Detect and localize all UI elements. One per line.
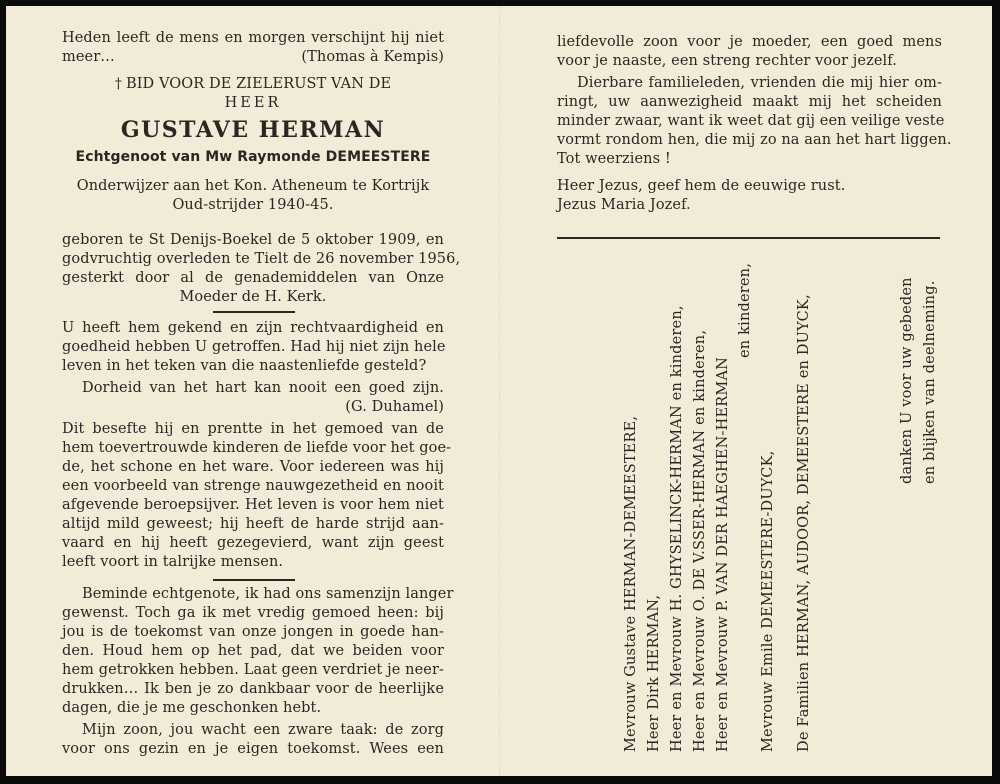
veteran-status: Oud-strijder 1940-45. [172, 197, 334, 213]
paragraph-line: U heeft hem gekend en zijn rechtvaardigheid en [62, 320, 444, 336]
paragraph-line: hem toevertrouwde kinderen de liefde voor het goe- [62, 440, 452, 456]
paragraph-line: vormt rondom hen, die mij zo na aan het hart liggen. [557, 132, 952, 148]
paragraph-line: minder zwaar, want ik weet dat gij een veilige veste [557, 113, 945, 129]
paragraph-line: voor ons gezin en je eigen toekomst. Wees een [62, 741, 444, 757]
closing-prayer: Heer Jezus, geef hem de eeuwige rust. [557, 178, 846, 194]
paragraph-line: Dierbare familieleden, vrienden die mij hier om- [577, 75, 942, 91]
paragraph-line: leven in het teken van die naastenliefde gesteld? [62, 358, 427, 374]
quote-attribution: (Thomas à Kempis) [301, 49, 444, 65]
left-page [6, 6, 499, 776]
paragraph-line: Beminde echtgenote, ik had ons samenzijn langer [82, 586, 454, 602]
memorial-card [6, 6, 992, 776]
bio-line: gesterkt door al de genademiddelen van Onze [62, 270, 444, 286]
prayer-title: HEER [224, 95, 282, 111]
paragraph-line: altijd mild geweest; hij heeft de harde strijd aan- [62, 516, 444, 532]
mourner-line: en kinderen, [737, 262, 753, 358]
paragraph-line: hem getrokken hebben. Laat geen verdriet je neer- [62, 662, 444, 678]
paragraph-line: afgevende beroepsijver. Het leven is voor hem niet [62, 497, 444, 513]
paragraph-line: voor je naaste, een streng rechter voor jezelf. [557, 53, 897, 69]
thanks-line: danken U voor uw gebeden [899, 277, 915, 484]
prayer-request [62, 75, 444, 94]
paragraph-line: Mijn zoon, jou wacht een zware taak: de zorg [82, 722, 444, 738]
right-page: liefdevolle zoon voor je moeder, een goed mens voor je naaste, een streng rechter voor jezelf. Dierbare familieleden, vrienden die mij hier om- ringt, uw aanwezigheid maakt mij het scheiden minder zwaar, want ik weet dat gij een veilige veste vormt rondom hen, die mij zo na aan het hart liggen. Tot weerziens ! Heer Jezus, geef hem de eeuwige rust. Jezus Maria Jozef. Mevrouw Gustave HERMAN-DEMEESTERE, Heer Dirk HERMAN, Heer en Mevrouw H. GHYSELINCK-HERMAN en kinderen, Heer en Mevrouw O. DE V.SSER-HERMAN en kinderen, Heer en Mevrouw P. VAN DER HAEGHEN-HERMAN en kinderen, Mevrouw Emile DEMEESTERE-DUYCK, De Familien HERMAN, AUDOOR, DEMEESTERE en DUYCK, danken U voor uw gebeden en blijken van deelneming. [499, 6, 993, 776]
paragraph-line: leeft voort in talrijke mensen. [62, 554, 284, 570]
paragraph-line: dagen, die je me geschonken hebt. [62, 700, 322, 716]
paragraph-line: den. Houd hem op het pad, dat we beiden voor [62, 643, 444, 659]
paragraph-line: een voorbeeld van strenge nauwgezetheid en nooit [62, 478, 444, 494]
cross-icon: † [114, 76, 122, 92]
divider [213, 311, 295, 313]
divider [557, 237, 940, 239]
paragraph-line: Dit besefte hij en prentte in het gemoed van de [62, 421, 444, 437]
prayer-request-text: BID VOOR DE ZIELERUST VAN DE [125, 76, 392, 92]
occupation: Onderwijzer aan het Kon. Atheneum te Kortrijk [76, 178, 430, 194]
paragraph-line: goedheid hebben U getroffen. Had hij niet zijn hele [62, 339, 446, 355]
deceased-name: GUSTAVE HERMAN [120, 117, 386, 143]
paragraph-line: de, het schone en het ware. Voor iedereen was hij [62, 459, 444, 475]
paragraph-line: jou is de toekomst van onze jongen in goede han- [62, 624, 444, 640]
paragraph-line: gewenst. Toch ga ik met vredig gemoed heen: bij [62, 605, 444, 621]
duhamel-quote: Dorheid van het hart kan nooit een goed zijn. [82, 380, 444, 396]
closing-prayer: Jezus Maria Jozef. [557, 197, 691, 213]
paragraph-line: liefdevolle zoon voor je moeder, een goed mens [557, 34, 942, 50]
opening-quote-continued: meer… [62, 49, 115, 65]
farewell: Tot weerziens ! [557, 151, 671, 167]
paragraph-line: ringt, uw aanwezigheid maakt mij het scheiden [557, 94, 942, 110]
paragraph-line: vaard en hij heeft gezegevierd, want zijn geest [62, 535, 444, 551]
paragraph-line: drukken… Ik ben je zo dankbaar voor de heerlijke [62, 681, 444, 697]
bio-line: geboren te St Denijs-Boekel de 5 oktober 1909, en [62, 232, 444, 248]
divider [213, 579, 295, 581]
bio-line: godvruchtig overleden te Tielt de 26 november 1956, [62, 251, 461, 267]
opening-quote: Heden leeft de mens en morgen verschijnt hij niet [62, 30, 444, 46]
bio-line-last: Moeder de H. Kerk. [179, 289, 327, 305]
duhamel-attribution: (G. Duhamel) [345, 399, 444, 415]
thanks-line: en blijken van deelneming. [922, 280, 938, 484]
spouse-line: Echtgenoot van Mw Raymonde DEMEESTERE [75, 149, 431, 165]
